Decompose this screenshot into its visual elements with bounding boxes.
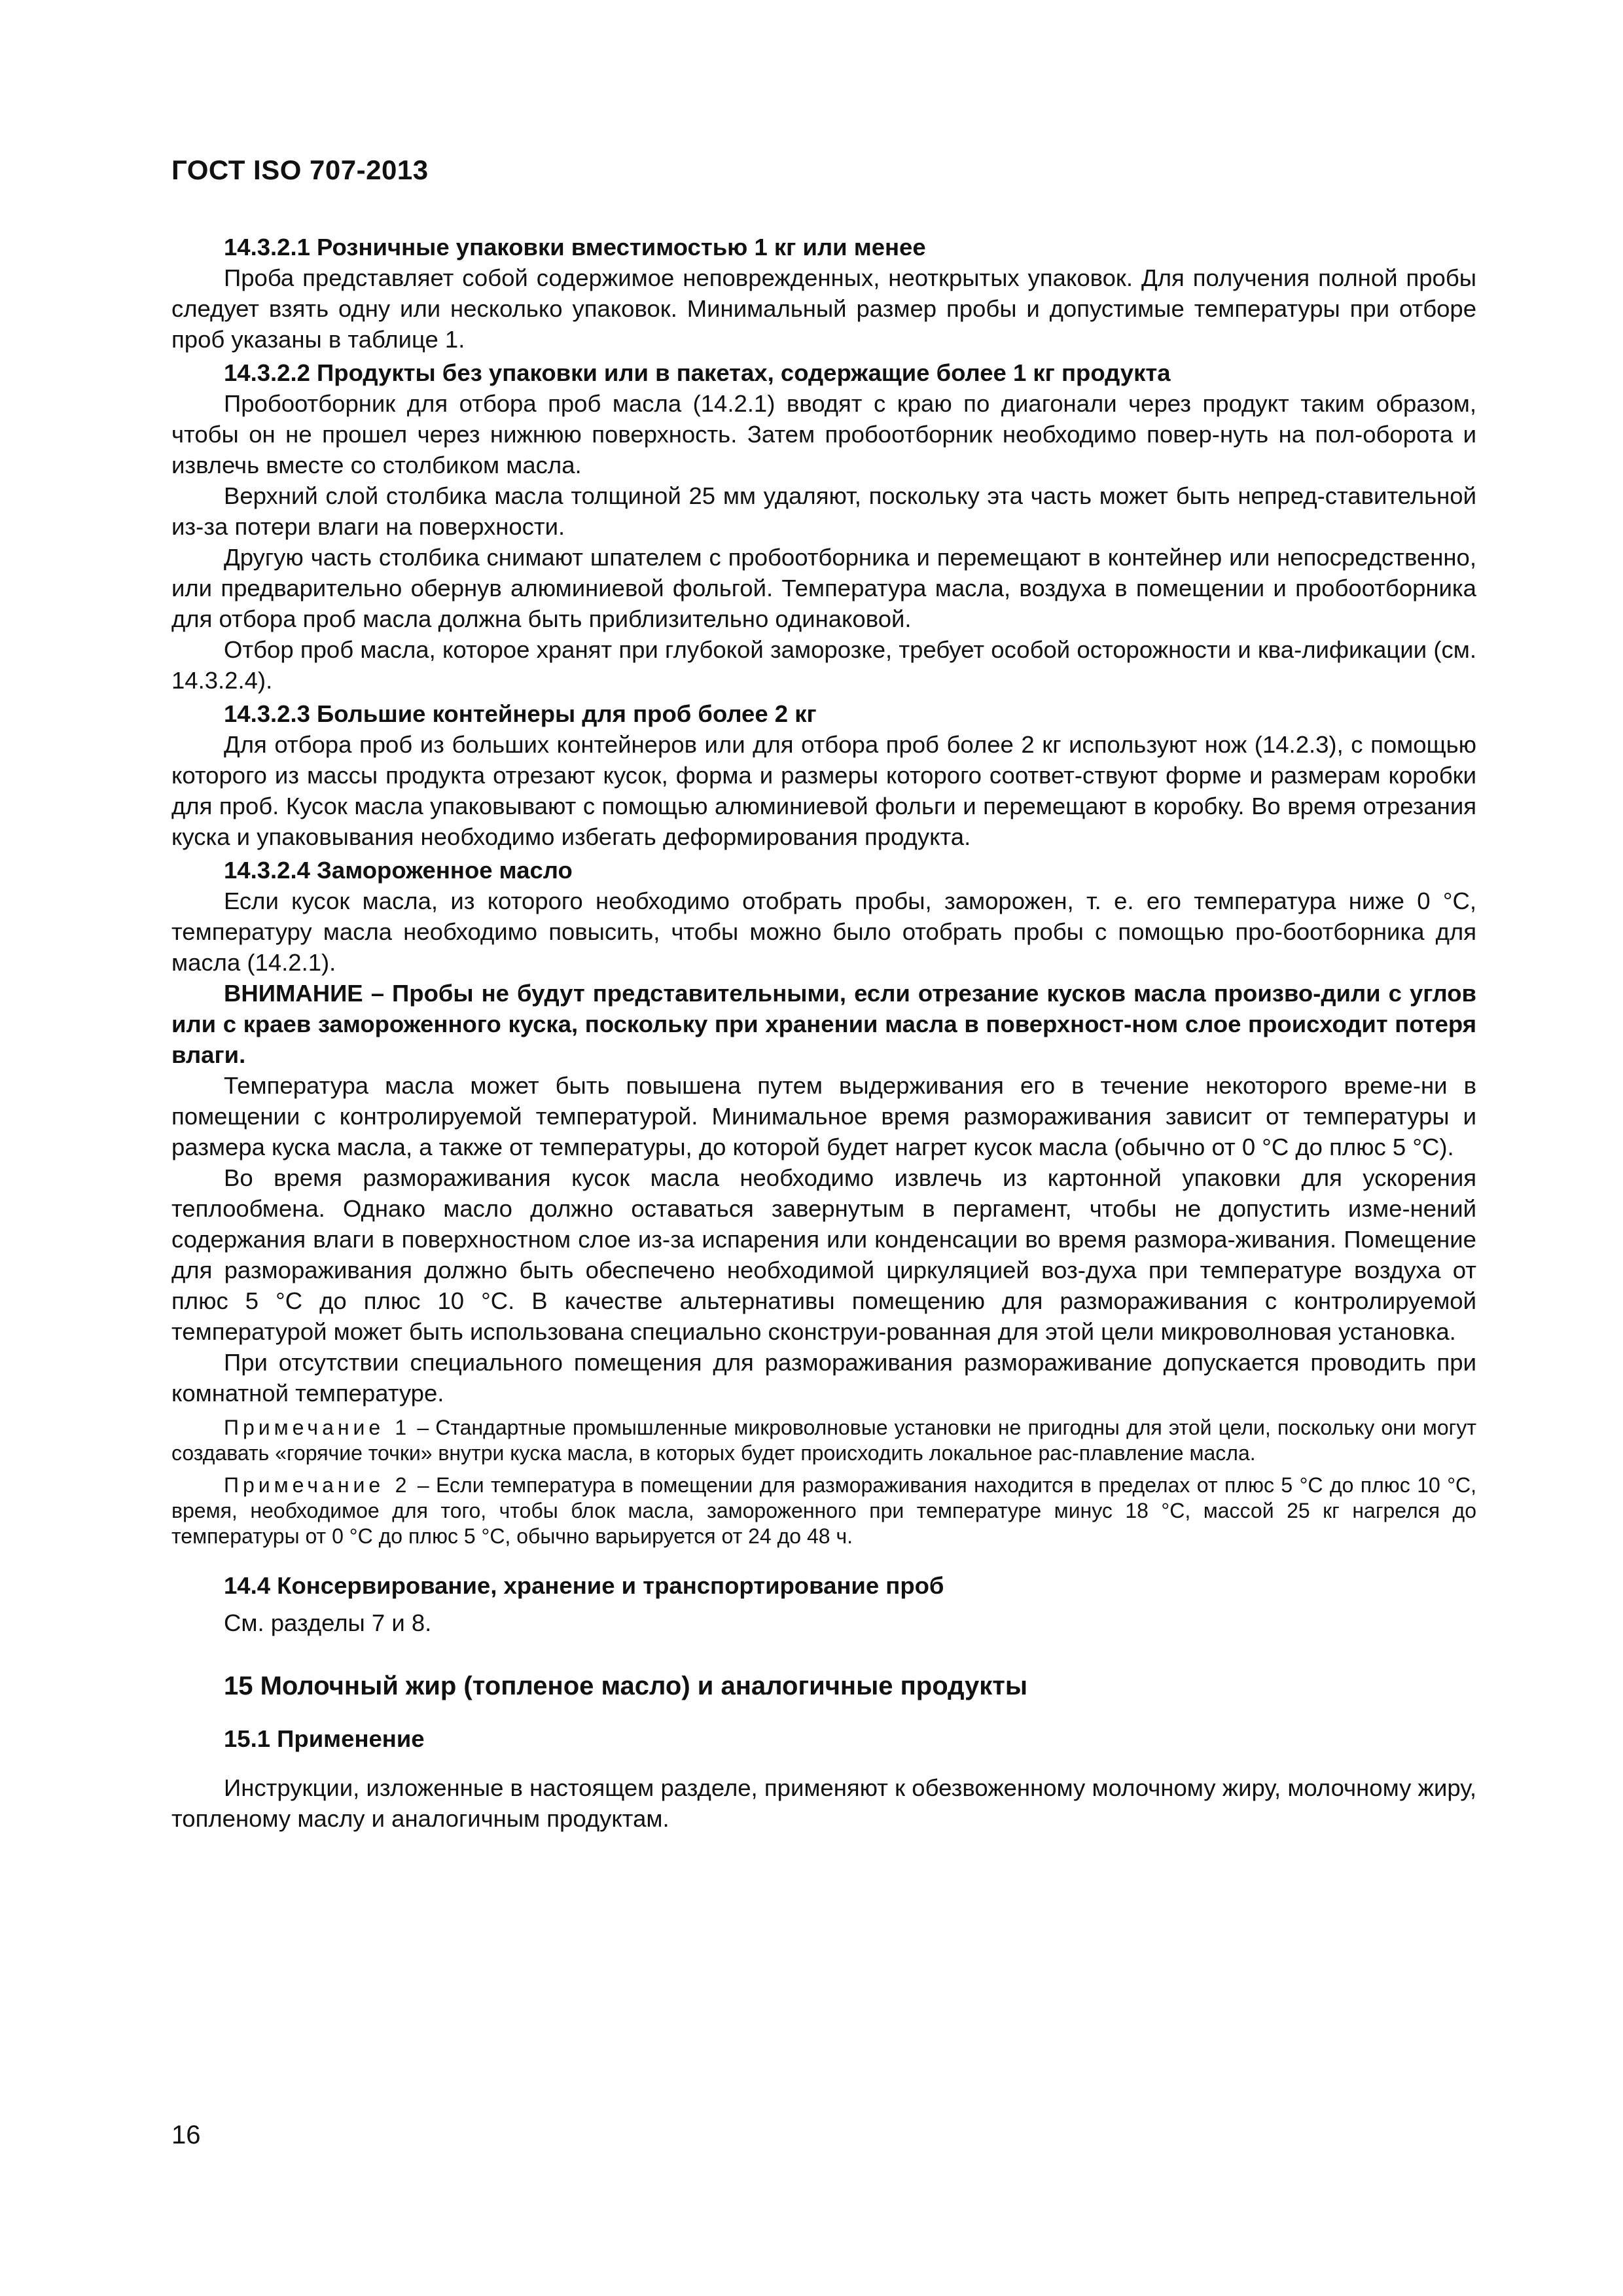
paragraph-large-containers: Для отбора проб из больших контейнеров или для отбора проб более 2 кг используют нож (14.2.3), с помощью которого из массы продукта отрезают кусок, форма и размеры которого соответ-ствуют форме и размерам коробки для проб. Кусок масла упаковывают с помощью алюминиевой фольги и перемещают в коробку. Во время отрезания куска и упаковывания необходимо избегать деформирования продукта. [171, 731, 1476, 850]
document-header-title: ГОСТ ISO 707-2013 [171, 154, 429, 185]
heading-14-3-2-1: 14.3.2.1 Розничные упаковки вместимостью 1 кг или менее [224, 234, 926, 260]
note-2 [171, 1473, 1476, 1549]
spacer [171, 1549, 1476, 1568]
note-1-prefix: Примечание 1 [224, 1416, 411, 1439]
spacer [171, 1601, 1476, 1607]
heading-14-4: 14.4 Консервирование, хранение и транспортирование проб [224, 1572, 944, 1599]
spacer [171, 1702, 1476, 1721]
paragraph-temperature-raise: Температура масла может быть повышена путем выдерживания его в течение некоторого време-ни в помещении с контролируемой температурой. Минимальное время размораживания зависит от температуры и размера куска масла, а также от температуры, до которой будет нагрет кусок масла (обычно от 0 °С до плюс 5 °С). [171, 1072, 1476, 1160]
spacer [171, 1754, 1476, 1772]
heading-15-1: 15.1 Применение [224, 1725, 425, 1752]
paragraph-frozen-butter: Если кусок масла, из которого необходимо отобрать пробы, заморожен, т. е. его температура ниже 0 °С, температуру масла необходимо повысить, чтобы можно было отобрать пробы с помощью про-боотборника для масла (14.2.1). [171, 888, 1476, 976]
paragraph-column-transfer: Другую часть столбика снимают шпателем с пробоотборника и перемещают в контейнер или непосредственно, или предварительно обернув алюминиевой фольгой. Температура масла, воздуха в помещении и пробоотборника для отбора проб масла должна быть приблизительно одинаковой. [171, 544, 1476, 632]
heading-14-3-2-3: 14.3.2.3 Большие контейнеры для проб более 2 кг [224, 700, 817, 727]
paragraph-retail-packages: Проба представляет собой содержимое неповрежденных, неоткрытых упаковок. Для получения полной пробы следует взять одну или несколько упаковок. Минимальный размер пробы и допустимые температуры при отборе проб указаны в таблице 1. [171, 264, 1476, 353]
paragraph-see-sections: См. разделы 7 и 8. [224, 1609, 432, 1636]
document-body [171, 229, 1476, 1834]
page-number: 16 [171, 2121, 201, 2149]
spacer [171, 1638, 1476, 1664]
paragraph-application: Инструкции, изложенные в настоящем разделе, применяют к обезвоженному молочному жиру, молочному жиру, топленому маслу и аналогичным продуктам. [171, 1774, 1476, 1832]
paragraph-top-layer: Верхний слой столбика масла толщиной 25 мм удаляют, поскольку эта часть может быть непред-ставительной из-за потери влаги на поверхности. [171, 482, 1476, 540]
heading-14-3-2-2: 14.3.2.2 Продукты без упаковки или в пакетах, содержащие более 1 кг продукта [224, 359, 1171, 386]
note-2-text: – Если температура в помещении для размораживания находится в пределах от плюс 5 °С до плюс 10 °С, время, необходимое для того, чтобы блок масла, замороженного при температуре минус 18 °С, массой 25 кг нагрелся до температуры от 0 °С до плюс 5 °С, обычно варьируется от 24 до 48 ч. [171, 1473, 1477, 1548]
paragraph-thawing: Во время размораживания кусок масла необходимо извлечь из картонной упаковки для ускорения теплообмена. Однако масло должно оставаться завернутым в пергамент, чтобы не допустить изме-нений содержания влаги в поверхностном слое из-за испарения или конденсации во время размора-живания. Помещение для размораживания должно быть обеспечено необходимой циркуляцией воз-духа при температуре воздуха от плюс 5 °С до плюс 10 °С. В качестве альтернативы помещению для размораживания с контролируемой температурой может быть использована специально сконструи-рованная для этой цели микроволновая установка. [171, 1164, 1476, 1345]
paragraph-sampler-insertion: Пробоотборник для отбора проб масла (14.2.1) вводят с краю по диагонали через продукт таким образом, чтобы он не прошел через нижнюю поверхность. Затем пробоотборник необходимо повер-нуть на пол-оборота и извлечь вместе со столбиком масла. [171, 390, 1476, 478]
note-1 [171, 1415, 1476, 1466]
paragraph-room-temperature: При отсутствии специального помещения для размораживания размораживание допускается проводить при комнатной температуре. [171, 1349, 1476, 1407]
heading-15: 15 Молочный жир (топленое масло) и аналогичные продукты [224, 1672, 1028, 1700]
heading-14-3-2-4: 14.3.2.4 Замороженное масло [224, 857, 573, 884]
note-1-text: – Стандартные промышленные микроволновые установки не пригодны для этой цели, поскольку они могут создавать «горячие точки» внутри куска масла, в которых будет происходить локальное рас-плавление масла. [171, 1416, 1477, 1465]
note-2-prefix: Примечание 2 [224, 1473, 411, 1497]
warning-paragraph: ВНИМАНИЕ – Пробы не будут представительными, если отрезание кусков масла произво-дили с углов или с краев замороженного куска, поскольку при хранении масла в поверхност-ном слое происходит потеря влаги. [171, 980, 1476, 1068]
paragraph-deep-frozen: Отбор проб масла, которое хранят при глубокой заморозке, требует особой осторожности и ква-лификации (см. 14.3.2.4). [171, 636, 1476, 694]
